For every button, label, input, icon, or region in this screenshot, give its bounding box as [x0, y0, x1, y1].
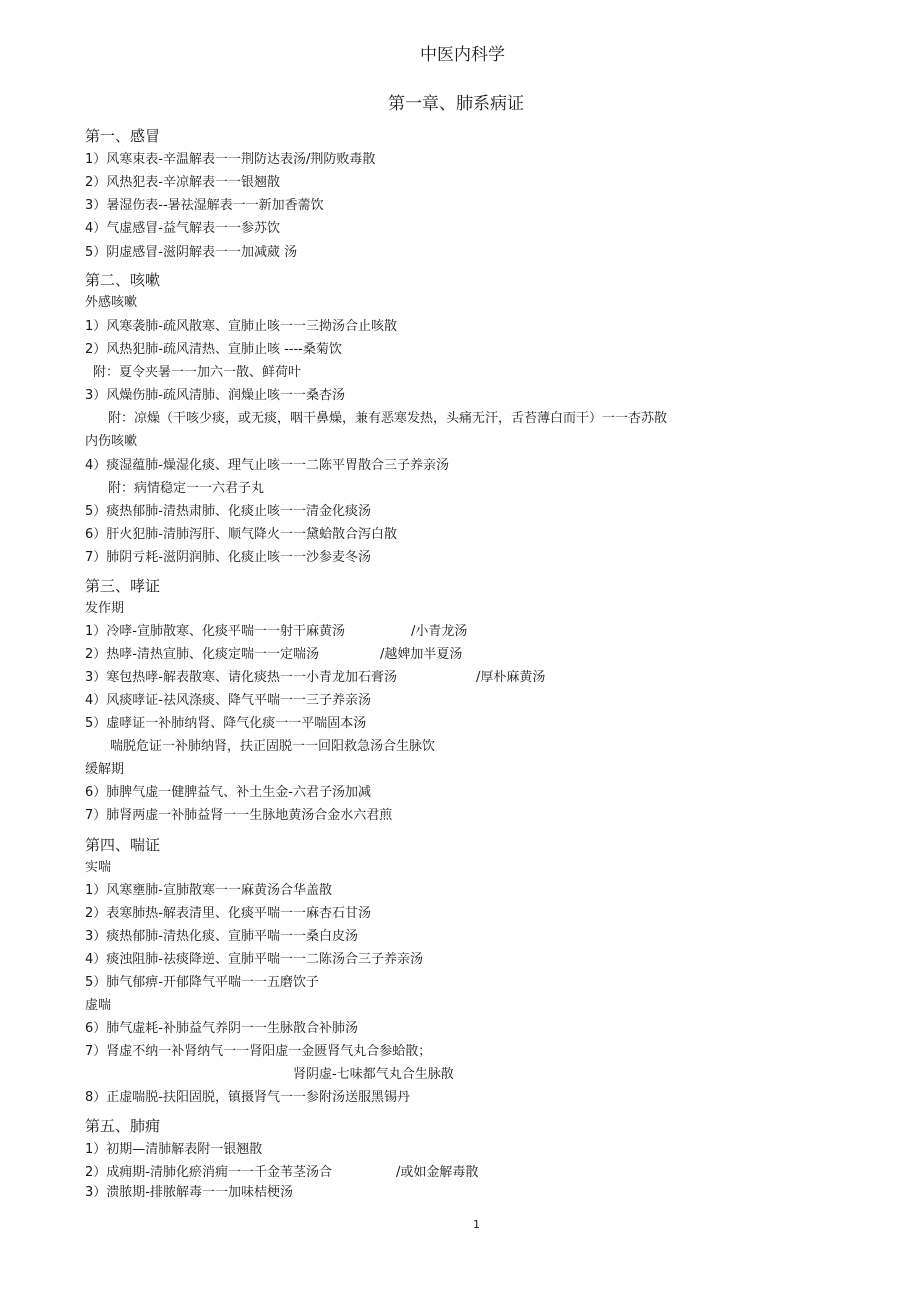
list-item: 3）溃脓期-排脓解毒一一加味桔梗汤 — [85, 1185, 293, 1200]
note: 附：凉燥（干咳少痰，或无痰，咽干鼻燥，兼有恶寒发热，头痛无汗，舌苔薄白而干）一一杏苏散 — [108, 411, 668, 426]
list-item: 5）肺气郁痹-开郁降气平喘一一五磨饮子 — [85, 975, 319, 990]
list-item: 2）成痈期-清肺化瘀消痈一一千金苇茎汤合 — [85, 1165, 332, 1180]
list-item: 3）痰热郁肺-清热化痰、宣肺平喘一一桑白皮汤 — [85, 929, 358, 944]
list-item: 7）肾虚不纳一补肾纳气一一肾阳虚一金匮肾气丸合参蛤散； — [85, 1044, 432, 1059]
list-item-alt: /小青龙汤 — [411, 624, 468, 639]
list-item: 4）风痰哮证-祛风涤痰、降气平喘一一三子养亲汤 — [85, 693, 371, 708]
list-item: 1）冷哮-宣肺散寒、化痰平喘一一射干麻黄汤 — [85, 624, 345, 639]
list-item: 4）气虚感冒-益气解表一一参苏饮 — [85, 221, 280, 236]
list-item: 5）阴虚感冒-滋阴解表一一加减葳 汤 — [85, 245, 298, 260]
list-item: 3）风燥伤肺-疏风清肺、润燥止咳一一桑杏汤 — [85, 388, 345, 403]
list-item: 4）痰湿蕴肺-燥湿化痰、理气止咳一一二陈平胃散合三子养亲汤 — [85, 458, 449, 473]
list-item: 2）风热犯表-辛凉解表一一银翘散 — [85, 175, 280, 190]
note: 附：夏令夹暑一一加六一散、鲜荷叶 — [93, 365, 302, 380]
note: 附：病情稳定一一六君子丸 — [108, 481, 265, 496]
list-item: 1）初期—清肺解表附一银翘散 — [85, 1142, 263, 1157]
subheading: 内伤咳嗽 — [85, 434, 138, 449]
subheading: 实喘 — [85, 860, 112, 875]
section-heading: 第二、咳嗽 — [85, 271, 161, 289]
list-item-continuation: 肾阴虚-七味都气丸合生脉散 — [293, 1067, 454, 1082]
list-item: 2）表寒肺热-解表清里、化痰平喘一一麻杏石甘汤 — [85, 906, 371, 921]
subheading: 外感咳嗽 — [85, 295, 138, 310]
list-item: 5）虚哮证一补肺纳肾、降气化痰一一平喘固本汤 — [85, 716, 367, 731]
list-item: 1）风寒壅肺-宣肺散寒一一麻黄汤合华盖散 — [85, 883, 332, 898]
section-heading: 第四、喘证 — [85, 836, 161, 854]
list-item: 7）肺肾两虚一补肺益肾一一生脉地黄汤合金水六君煎 — [85, 808, 393, 823]
list-item: 3）寒包热哮-解表散寒、请化痰热一一小青龙加石膏汤 — [85, 670, 397, 685]
list-item: 1）风寒袭肺-疏风散寒、宣肺止咳一一三拗汤合止咳散 — [85, 319, 397, 334]
list-item: 8）正虚喘脱-扶阳固脱，镇摄肾气一一参附汤送服黑锡丹 — [85, 1090, 410, 1105]
subheading: 发作期 — [85, 601, 125, 616]
list-item: 6）肝火犯肺-清肺泻肝、顺气降火一一黛蛤散合泻白散 — [85, 527, 397, 542]
list-item: 2）热哮-清热宣肺、化痰定喘一一定喘汤 — [85, 647, 319, 662]
section-heading: 第五、肺痈 — [85, 1117, 161, 1135]
section-heading: 第一、感冒 — [85, 127, 161, 145]
list-item-alt: /厚朴麻黄汤 — [476, 670, 546, 685]
list-item: 5）痰热郁肺-清热肃肺、化痰止咳一一清金化痰汤 — [85, 504, 371, 519]
list-item: 6）肺气虚耗-补肺益气养阴一一生脉散合补肺汤 — [85, 1021, 358, 1036]
list-item: 6）肺脾气虚一健脾益气、补土生金-六君子汤加减 — [85, 785, 371, 800]
list-item: 2）风热犯肺-疏风清热、宣肺止咳 ----桑菊饮 — [85, 342, 342, 357]
list-item-alt: /越婢加半夏汤 — [380, 647, 463, 662]
section-heading: 第三、哮证 — [85, 577, 161, 595]
subheading: 缓解期 — [85, 762, 125, 777]
document-title: 中医内科学 — [420, 45, 505, 65]
chapter-title: 第一章、肺系病证 — [388, 94, 524, 114]
list-item: 3）暑湿伤表--暑祛湿解表一一新加香薷饮 — [85, 198, 324, 213]
list-item-alt: /或如金解毒散 — [396, 1165, 479, 1180]
page-number: 1 — [473, 1218, 480, 1231]
list-item: 4）痰浊阻肺-祛痰降逆、宣肺平喘一一二陈汤合三子养亲汤 — [85, 952, 423, 967]
note: 喘脱危证一补肺纳肾，扶正固脱一一回阳救急汤合生脉饮 — [110, 739, 436, 754]
subheading: 虚喘 — [85, 998, 112, 1013]
list-item: 7）肺阴亏耗-滋阴润肺、化痰止咳一一沙参麦冬汤 — [85, 550, 371, 565]
list-item: 1）风寒束表-辛温解表一一荆防达表汤/荆防败毒散 — [85, 152, 376, 167]
